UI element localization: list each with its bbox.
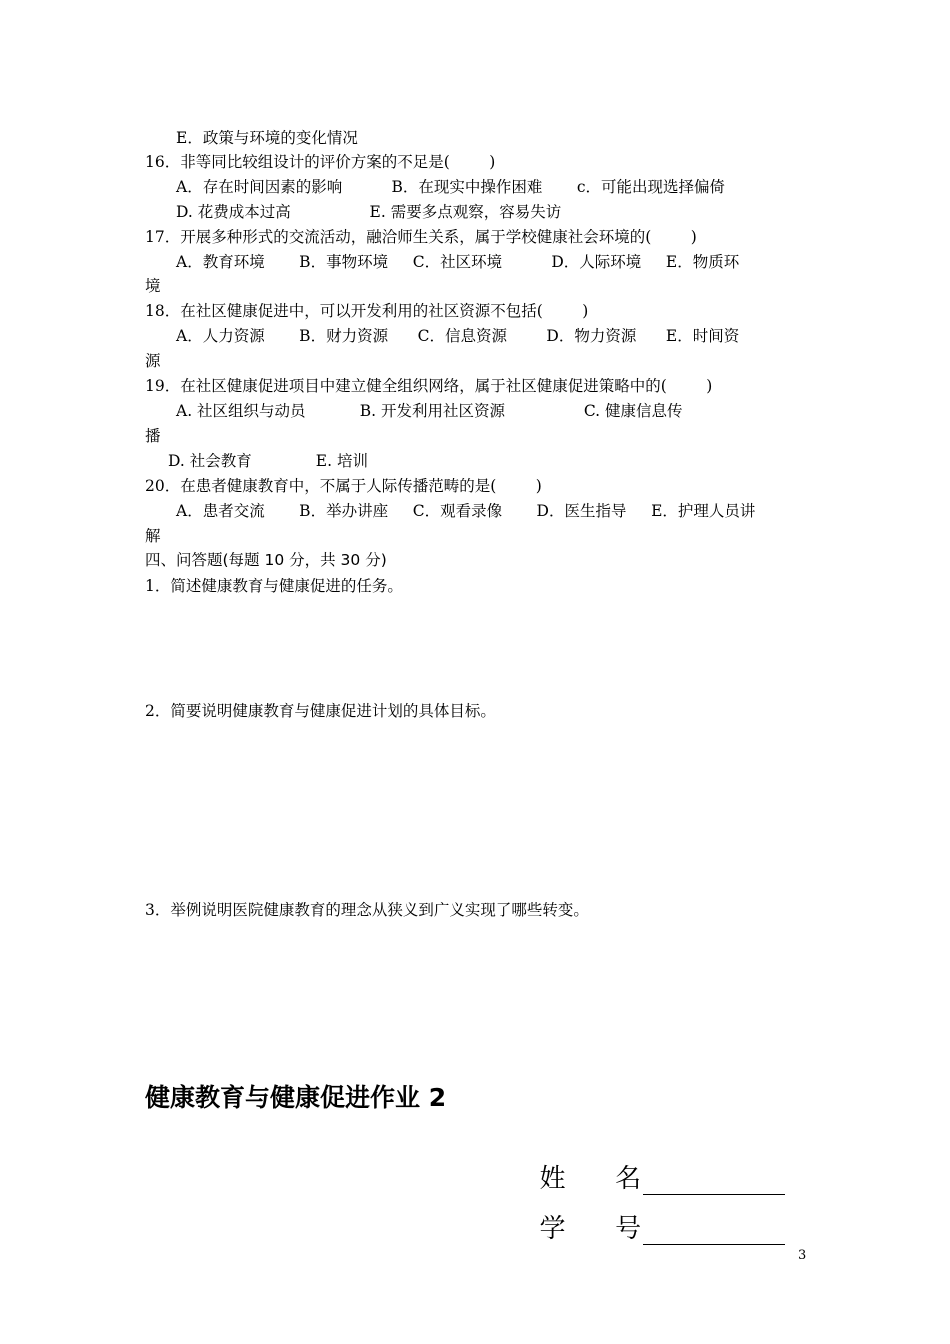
option-line-wrap: 源 xyxy=(145,352,161,370)
essay-question-2: 2．简要说明健康教育与健康促进计划的具体目标。 xyxy=(145,702,496,720)
id-blank xyxy=(643,1218,785,1245)
id-label: 学 号 xyxy=(539,1214,642,1244)
essay-question-3: 3．举例说明医院健康教育的理念从狭义到广义实现了哪些转变。 xyxy=(145,901,589,919)
option-line: A．患者交流 B．举办讲座 C．观看录像 D．医生指导 E．护理人员讲 xyxy=(176,502,756,520)
option-line: D. 花费成本过高 E. 需要多点观察，容易失访 xyxy=(176,203,562,221)
option-line: A．人力资源 B．财力资源 C．信息资源 D．物力资源 E．时间资 xyxy=(176,327,740,345)
option-line: A．教育环境 B．事物环境 C．社区环境 D．人际环境 E．物质环 xyxy=(176,253,740,271)
question-19: 19．在社区健康促进项目中建立健全组织网络，属于社区健康促进策略中的( ) xyxy=(145,377,713,395)
essay-question-1: 1．简述健康教育与健康促进的任务。 xyxy=(145,577,403,595)
question-16: 16．非等同比较组设计的评价方案的不足是( ) xyxy=(145,153,496,171)
option-line-wrap: 境 xyxy=(145,277,161,295)
page-number: 3 xyxy=(798,1248,807,1263)
assignment-title: 健康教育与健康促进作业 2 xyxy=(145,1083,447,1112)
option-line: E．政策与环境的变化情况 xyxy=(176,129,358,147)
option-line: D. 社会教育 E. 培训 xyxy=(168,452,368,470)
option-line-wrap: 播 xyxy=(145,427,161,445)
question-17: 17．开展多种形式的交流活动，融洽师生关系，属于学校健康社会环境的( ) xyxy=(145,228,697,246)
question-20: 20．在患者健康教育中，不属于人际传播范畴的是( ) xyxy=(145,477,542,495)
id-field xyxy=(523,1178,785,1245)
option-line: A. 社区组织与动员 B. 开发利用社区资源 C. 健康信息传 xyxy=(176,402,683,420)
name-label: 姓 名 xyxy=(539,1164,642,1194)
section-heading: 四、问答题(每题 10 分，共 30 分) xyxy=(145,551,387,569)
option-line: A．存在时间因素的影响 B．在现实中操作困难 c．可能出现选择偏倚 xyxy=(176,178,726,196)
option-line-wrap: 解 xyxy=(145,527,161,545)
question-18: 18．在社区健康促进中，可以开发利用的社区资源不包括( ) xyxy=(145,302,589,320)
